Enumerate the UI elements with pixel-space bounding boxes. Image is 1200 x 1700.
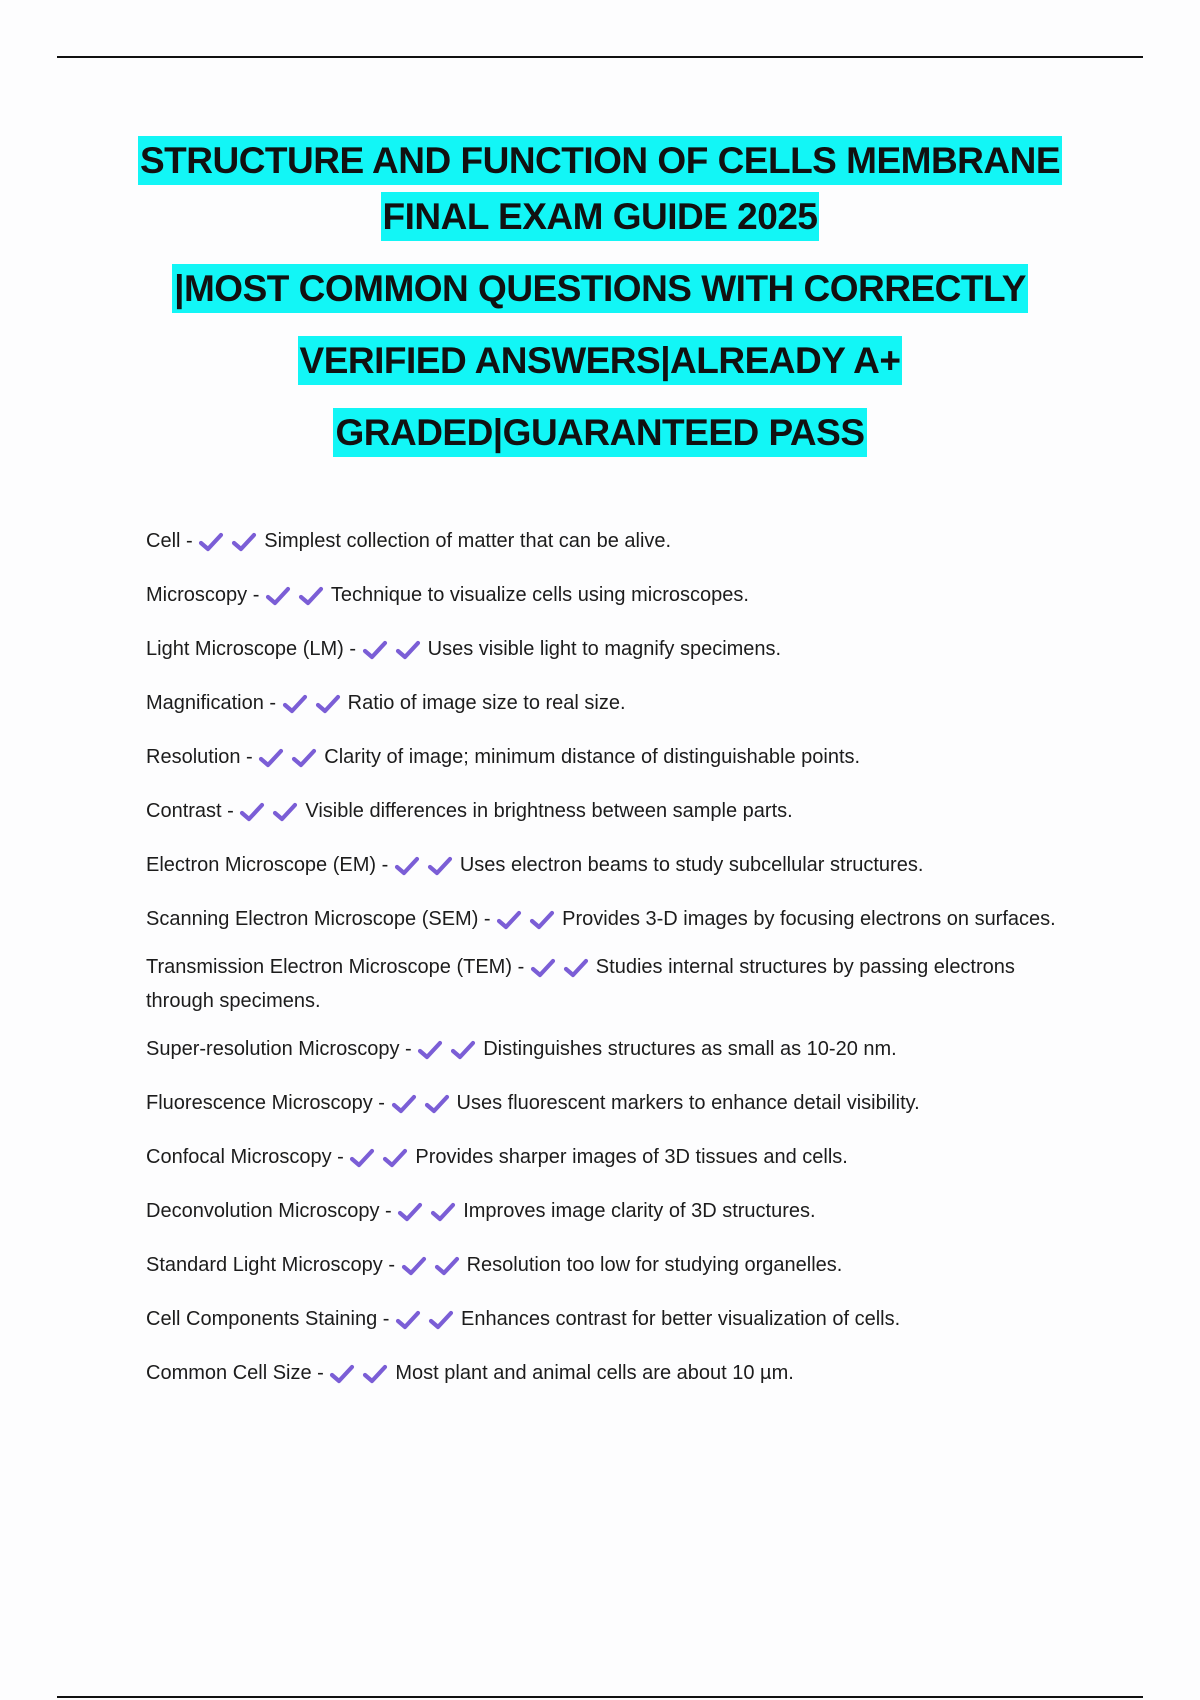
list-item [146, 848, 1066, 882]
checkmark-icon [401, 1256, 427, 1276]
list-item [146, 524, 1066, 558]
checkmark-icon [430, 1202, 456, 1222]
list-item [146, 1248, 1066, 1282]
checkmark-icon [362, 640, 388, 660]
term-label: Electron Microscope (EM) - [146, 854, 389, 876]
definition-text: Studies internal structures by passing electrons through specimens. [146, 956, 1015, 1012]
term-label: Transmission Electron Microscope (TEM) - [146, 956, 525, 978]
checkmark-icon [362, 1364, 388, 1384]
term-label: Resolution - [146, 746, 253, 768]
checkmark-icon [198, 532, 224, 552]
checkmark-icon [291, 748, 317, 768]
term-label: Light Microscope (LM) - [146, 638, 357, 660]
checkmark-icon [258, 748, 284, 768]
list-item [146, 578, 1066, 612]
title-line-1: STRUCTURE AND FUNCTION OF CELLS MEMBRANE [138, 136, 1062, 185]
list-item [146, 902, 1066, 936]
list-item [146, 794, 1066, 828]
definition-text: Provides sharper images of 3D tissues and cells. [415, 1146, 848, 1168]
definition-text: Most plant and animal cells are about 10 µm. [395, 1362, 794, 1384]
document-title [0, 140, 1200, 454]
checkmark-icon [394, 856, 420, 876]
checkmark-icon [239, 802, 265, 822]
definition-text: Technique to visualize cells using microscopes. [330, 584, 749, 606]
list-item [146, 1302, 1066, 1336]
definition-text: Provides 3-D images by focusing electrons on surfaces. [562, 908, 1056, 930]
checkmark-icon [417, 1040, 443, 1060]
top-rule [57, 56, 1143, 58]
list-item [146, 632, 1066, 666]
list-item [146, 950, 1066, 1018]
title-line-4: VERIFIED ANSWERS|ALREADY A+ [298, 336, 903, 385]
term-label: Super-resolution Microscopy - [146, 1038, 412, 1060]
checkmark-icon [265, 586, 291, 606]
list-item [146, 1140, 1066, 1174]
checkmark-icon [349, 1148, 375, 1168]
title-line-2: FINAL EXAM GUIDE 2025 [381, 192, 820, 241]
bottom-rule [57, 1696, 1143, 1698]
checkmark-icon [282, 694, 308, 714]
definition-text: Simplest collection of matter that can be alive. [264, 530, 672, 552]
definition-text: Visible differences in brightness between sample parts. [305, 800, 793, 822]
list-item [146, 740, 1066, 774]
term-label: Fluorescence Microscopy - [146, 1092, 385, 1114]
term-label: Cell - [146, 530, 193, 552]
term-label: Common Cell Size - [146, 1362, 324, 1384]
term-label: Confocal Microscopy - [146, 1146, 344, 1168]
definition-text: Uses visible light to magnify specimens. [427, 638, 782, 660]
list-item [146, 1086, 1066, 1120]
checkmark-icon [395, 1310, 421, 1330]
flashcard-list [146, 524, 1066, 1410]
checkmark-icon [427, 856, 453, 876]
title-line-3: |MOST COMMON QUESTIONS WITH CORRECTLY [172, 264, 1028, 313]
checkmark-icon [329, 1364, 355, 1384]
list-item [146, 686, 1066, 720]
definition-text: Clarity of image; minimum distance of distinguishable points. [324, 746, 861, 768]
checkmark-icon [231, 532, 257, 552]
checkmark-icon [397, 1202, 423, 1222]
checkmark-icon [424, 1094, 450, 1114]
definition-text: Uses electron beams to study subcellular structures. [459, 854, 924, 876]
checkmark-icon [450, 1040, 476, 1060]
term-label: Contrast - [146, 800, 234, 822]
list-item [146, 1194, 1066, 1228]
list-item [146, 1356, 1066, 1390]
definition-text: Uses fluorescent markers to enhance detail visibility. [456, 1092, 920, 1114]
term-label: Magnification - [146, 692, 277, 714]
checkmark-icon [563, 958, 589, 978]
definition-text: Resolution too low for studying organelles. [466, 1254, 843, 1276]
term-label: Cell Components Staining - [146, 1308, 390, 1330]
checkmark-icon [434, 1256, 460, 1276]
checkmark-icon [496, 910, 522, 930]
definition-text: Distinguishes structures as small as 10-20 nm. [483, 1038, 897, 1060]
checkmark-icon [391, 1094, 417, 1114]
definition-text: Enhances contrast for better visualization of cells. [461, 1308, 901, 1330]
title-line-5: GRADED|GUARANTEED PASS [333, 408, 866, 457]
checkmark-icon [272, 802, 298, 822]
checkmark-icon [382, 1148, 408, 1168]
list-item [146, 1032, 1066, 1066]
term-label: Deconvolution Microscopy - [146, 1200, 392, 1222]
checkmark-icon [395, 640, 421, 660]
checkmark-icon [298, 586, 324, 606]
checkmark-icon [530, 958, 556, 978]
definition-text: Ratio of image size to real size. [347, 692, 626, 714]
checkmark-icon [428, 1310, 454, 1330]
checkmark-icon [315, 694, 341, 714]
term-label: Microscopy - [146, 584, 260, 606]
definition-text: Improves image clarity of 3D structures. [463, 1200, 816, 1222]
term-label: Standard Light Microscopy - [146, 1254, 396, 1276]
term-label: Scanning Electron Microscope (SEM) - [146, 908, 491, 930]
checkmark-icon [529, 910, 555, 930]
